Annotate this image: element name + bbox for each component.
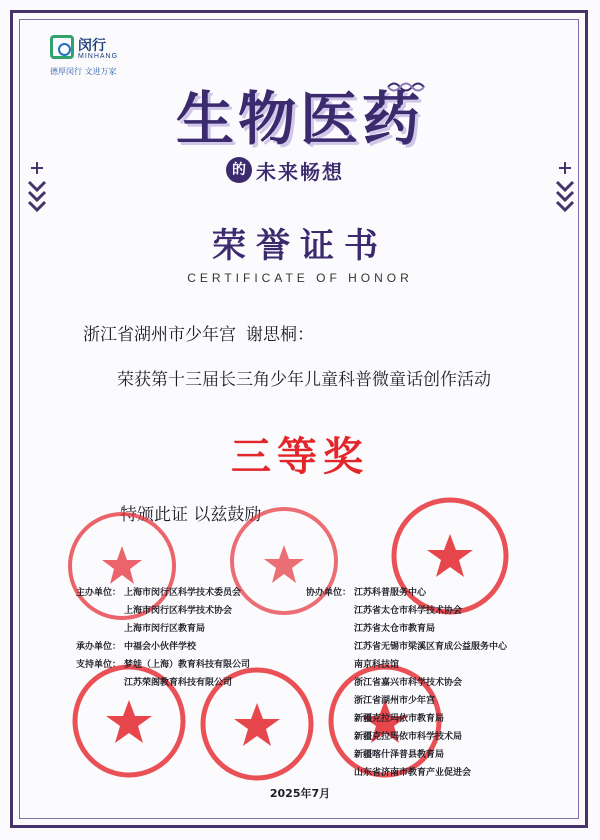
recipient-org: 浙江省湖州市少年宫 [83, 325, 236, 345]
subtitle-circle-char: 的 [226, 157, 252, 183]
logo-name-en: MINHANG [78, 53, 119, 60]
issue-date: 2025年7月 [269, 787, 331, 800]
co-organizer-item: 江苏科普服务中心 [354, 588, 427, 598]
co-organizer-item: 新疆喀什泽普县教育局 [354, 750, 445, 760]
co-organizer-row [306, 710, 507, 728]
co-organizer-item: 新疆克拉玛依市教育局 [354, 714, 445, 724]
certificate-title: 荣誉证书 [212, 226, 388, 266]
co-organizers [306, 584, 507, 782]
encouragement-line: 特颁此证 以兹鼓励 [120, 505, 262, 525]
co-organizer-item: 南京科技馆 [354, 660, 400, 670]
host-row [76, 602, 250, 620]
supporter-row [76, 656, 250, 674]
organizers-left [76, 584, 250, 692]
host-row [76, 584, 250, 602]
dna-icon [386, 80, 426, 94]
supporter-item: 梦娃（上海）教育科技有限公司 [124, 660, 251, 670]
co-organizer-row [306, 602, 507, 620]
co-organizer-item: 山东省济南市教育产业促进会 [354, 768, 472, 778]
host-item: 上海市闵行区科学技术委员会 [124, 588, 242, 598]
certificate-body: 荣获第十三届长三角少年儿童科普微童话创作活动 [117, 370, 491, 390]
supporter-row [76, 674, 250, 692]
left-side-ornament [26, 162, 48, 222]
minhang-logo-icon [50, 35, 74, 59]
right-side-ornament [554, 162, 576, 222]
co-organizer-row [306, 692, 507, 710]
co-organizer-row [306, 620, 507, 638]
co-organizer-item: 新疆克拉玛依市科学技术局 [354, 732, 463, 742]
co-organizer-item: 江苏省太仓市科学技术协会 [354, 606, 463, 616]
co-organizer-row [306, 674, 507, 692]
host-item: 上海市闵行区教育局 [124, 624, 206, 634]
co-organizer-item: 江苏省无锡市梁溪区育成公益服务中心 [354, 642, 508, 652]
co-organizer-row [306, 746, 507, 764]
co-organizer-row [306, 764, 507, 782]
host-label: 主办单位： [76, 588, 122, 598]
co-organizer-label: 协办单位： [306, 588, 352, 598]
recipient [83, 320, 314, 345]
co-organizer-row [306, 584, 507, 602]
co-organizer-row [306, 656, 507, 674]
page-title: 生物医药 [175, 85, 424, 153]
co-organizer-row [306, 638, 507, 656]
recipient-name: 谢思桐： [246, 325, 314, 345]
undertaker-row [76, 638, 250, 656]
undertaker-label: 承办单位： [76, 642, 122, 652]
host-row [76, 620, 250, 638]
award-level: 三等奖 [231, 434, 369, 480]
co-organizer-item: 浙江省湖州市少年宫 [354, 696, 436, 706]
co-organizer-item: 浙江省嘉兴市科学技术协会 [354, 678, 463, 688]
subtitle [226, 156, 386, 186]
support-label: 支持单位： [76, 660, 122, 670]
logo-slogan: 德厚闵行 文进万家 [50, 67, 117, 76]
logo-name: 闵行 [78, 38, 106, 54]
subtitle-text: 未来畅想 [256, 160, 344, 184]
supporter-item: 江苏荣阁教育科技有限公司 [124, 678, 233, 688]
undertaker-item: 中福会小伙伴学校 [124, 642, 197, 652]
certificate-title-en: CERTIFICATE OF HONOR [187, 271, 413, 285]
co-organizer-row [306, 728, 507, 746]
host-item: 上海市闵行区科学技术协会 [124, 606, 233, 616]
co-organizer-item: 江苏省太仓市教育局 [354, 624, 436, 634]
